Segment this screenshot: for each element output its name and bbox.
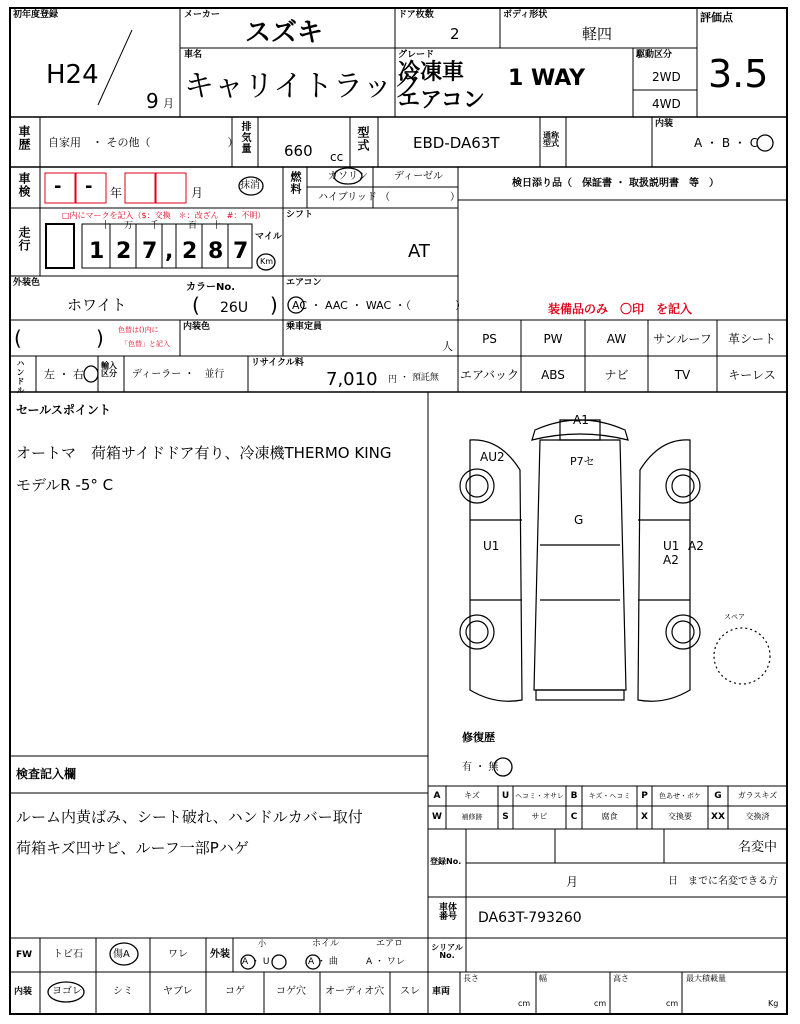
maker-label: メーカー xyxy=(184,10,220,20)
mileage-digit-3: 2 xyxy=(182,239,198,264)
equip-navi: ナビ xyxy=(604,368,629,382)
displacement-unit: cc xyxy=(330,150,344,164)
capacity-unit: 人 xyxy=(442,340,453,353)
reg-month: 9 xyxy=(146,89,159,113)
legend-code-xx: XX xyxy=(711,812,725,822)
ext-small-opts: A ・ U xyxy=(242,957,270,967)
fuel-diesel: ディーゼル xyxy=(394,171,443,182)
legend-text-u: ヘコミ・オサレ xyxy=(515,792,564,800)
mileage-digit-sep: , xyxy=(165,239,174,264)
body-type-label: ボディ形状 xyxy=(503,10,548,20)
ext-label: 外装 xyxy=(210,949,230,960)
length-unit: cm xyxy=(518,999,531,1008)
fuel-hybrid: ハイブリッド xyxy=(318,192,377,203)
interior-color-label: 内装色 xyxy=(183,322,211,332)
drive-2wd: 2WD xyxy=(652,70,681,84)
repair-options: 有 ・ 無 xyxy=(462,762,499,773)
legend-code-a: A xyxy=(433,791,441,801)
grade-label: グレード xyxy=(398,50,435,60)
unit-label-3: 百 xyxy=(188,221,198,231)
ext-wheel-label: ホイル xyxy=(312,939,340,949)
mileage-digit-2: 7 xyxy=(142,239,158,264)
fw-item-3: ワレ xyxy=(168,949,188,960)
doors-label: ドア枚数 xyxy=(398,10,434,20)
inspection-label: 車検 xyxy=(17,172,31,198)
fuel-label: 燃料 xyxy=(289,171,302,195)
common-model-label: 通称型式 xyxy=(543,131,559,148)
legend-text-c: 腐食 xyxy=(601,812,618,821)
mark-p7: P7セ xyxy=(570,455,595,468)
sales-line-2: モデルR -5° C xyxy=(16,476,114,494)
doors: 2 xyxy=(450,25,460,43)
maker: スズキ xyxy=(245,18,324,48)
int-paren-close: ) xyxy=(96,326,104,350)
legend-text-a: キズ xyxy=(464,791,480,800)
mark-a2-inner: A2 xyxy=(663,553,679,567)
insp-year-unit: 年 xyxy=(110,186,123,200)
legend-text-p: 色あせ・ボケ xyxy=(659,792,701,800)
legend-code-x: X xyxy=(641,812,648,822)
displacement: 660 xyxy=(284,142,313,160)
legend-code-c: C xyxy=(570,812,578,822)
km-label: Km xyxy=(260,257,274,266)
color-paren-open: ( xyxy=(192,293,200,317)
legend-code-p: P xyxy=(641,791,648,801)
displacement-label: 排気量 xyxy=(239,121,250,154)
model: EBD-DA63T xyxy=(413,134,500,152)
max-load-label: 最大積載量 xyxy=(686,974,726,983)
insp-dash-1: - xyxy=(54,176,62,197)
legend-text-x: 交換要 xyxy=(668,812,692,821)
legend-text-b: キズ・ヘコミ xyxy=(588,792,631,800)
handle-options: 左 ・ 右 xyxy=(44,368,84,381)
shift-label: シフト xyxy=(286,210,314,220)
legend-text-s: サビ xyxy=(531,812,548,821)
mark-au2: AU2 xyxy=(480,450,505,464)
mileage-digit-1: 2 xyxy=(116,239,132,264)
mileage-digit-5: 7 xyxy=(233,239,249,264)
equip-leather: 革シート xyxy=(727,332,776,346)
mark-a1: A1 xyxy=(573,413,589,427)
color-change-note-1: 色替は()内に xyxy=(118,326,159,334)
legend-code-w: W xyxy=(432,812,442,822)
int-item-4: コゲ xyxy=(225,986,245,997)
ext-wheel-opts: A ・ 曲 xyxy=(308,957,338,967)
insp-month-unit: 月 xyxy=(191,186,204,200)
int-paren-open: ( xyxy=(14,326,22,350)
equip-title: 装備品のみ 〇印 を記入 xyxy=(548,302,693,316)
max-load-unit: Kg xyxy=(768,999,779,1008)
unit-label-2: 千 xyxy=(150,221,160,231)
int-item-3: ヤブレ xyxy=(163,986,193,997)
mark-g: G xyxy=(574,513,584,527)
reg-month-unit-2: 月 xyxy=(566,875,579,889)
handle-label: ハンドル xyxy=(16,359,25,395)
recycle-label: リサイクル料 xyxy=(251,358,304,368)
pen-marks xyxy=(48,135,773,1002)
mile-label: マイル xyxy=(255,232,282,242)
grade-score-label: 評価点 xyxy=(700,11,733,24)
reg-month-unit: 月 xyxy=(163,97,174,110)
drive-label: 駆動区分 xyxy=(636,50,673,60)
serial-label: シリアルNo. xyxy=(431,943,463,960)
insp-expired: 抹消 xyxy=(240,180,260,191)
car-name-label: 車名 xyxy=(184,50,203,60)
equip-keyless: キーレス xyxy=(728,368,776,382)
mileage-note: □内にマークを記入（$：交換 ＊：改ざん #：不明） xyxy=(62,211,266,220)
body-type: 軽四 xyxy=(582,25,613,43)
equip-abs: ABS xyxy=(541,368,565,382)
accessories-label: 検日添り品（ 保証書 ・ 取扱説明書 等 ） xyxy=(512,178,719,189)
spare-label: スペア xyxy=(724,613,745,621)
int-item-1: ヨゴレ xyxy=(52,986,82,997)
repair-label: 修復歴 xyxy=(462,731,495,744)
equip-airbag: エアバック xyxy=(459,368,520,382)
name-change: 名変中 xyxy=(738,840,778,855)
legend-code-b: B xyxy=(570,791,578,801)
legend-code-g: G xyxy=(714,791,722,801)
width-unit: cm xyxy=(594,999,607,1008)
fw-item-1: トビ石 xyxy=(53,949,83,960)
mark-u1-right: U1 xyxy=(663,539,680,553)
mark-a2-outer: A2 xyxy=(688,539,704,553)
legend-text-xx: 交換済 xyxy=(745,812,770,821)
ext-aero-opts: A ・ ワレ xyxy=(366,957,405,967)
notes-line-2: 荷箱キズ凹サビ、ルーフ一部Pハゲ xyxy=(16,839,249,857)
sales-line-1: オートマ 荷箱サイドドア有り、冷凍機THERMO KING xyxy=(16,444,392,462)
grade-line2: エアコン xyxy=(398,88,485,113)
height-label: 高さ xyxy=(613,974,629,983)
color-paren-close: ) xyxy=(270,293,278,317)
chassis-label: 車体番号 xyxy=(438,903,457,922)
recycle-fee: 7,010 xyxy=(326,369,378,390)
shift-value: AT xyxy=(408,241,430,262)
legend-text-w: 補修跡 xyxy=(461,813,483,821)
history-label: 車歴 xyxy=(17,125,31,151)
width-label: 幅 xyxy=(539,974,547,983)
insp-dash-2: - xyxy=(85,176,93,197)
sales-label: セールスポイント xyxy=(16,403,111,417)
reg-no-label: 登録No. xyxy=(430,857,462,866)
notes-line-1: ルーム内黄ばみ、シート破れ、ハンドルカバー取付 xyxy=(16,808,363,826)
ac-options: AC ・ AAC ・ WAC ・（ ） xyxy=(292,299,467,312)
unit-label-0: 十 xyxy=(101,221,111,231)
import-options: ディーラー ・ 並行 xyxy=(132,369,225,380)
first-reg-label: 初年度登録 xyxy=(13,10,59,20)
mileage-digit-4: 8 xyxy=(208,239,224,264)
fuel-other: （ ） xyxy=(380,192,460,203)
capacity-label: 乗車定員 xyxy=(286,322,323,332)
color-no-label: カラーNo. xyxy=(186,282,236,293)
legend-code-u: U xyxy=(501,791,510,801)
drive-4wd: 4WD xyxy=(652,97,681,111)
notes-label: 検査記入欄 xyxy=(16,767,77,781)
equip-aw: AW xyxy=(606,332,627,346)
unit-label-5: 一 xyxy=(238,221,248,231)
length-label: 長さ xyxy=(463,974,479,983)
interior-options: A ・ B ・ C xyxy=(694,136,759,150)
grade-line1: 冷凍車 xyxy=(398,60,465,85)
mileage-digit-0: 1 xyxy=(89,239,105,264)
recycle-deposit: ・ 預託無 xyxy=(400,373,439,383)
recycle-unit: 円 xyxy=(388,375,398,385)
import-label: 輸入区分 xyxy=(101,361,117,378)
equip-tv: TV xyxy=(674,368,691,382)
unit-label-4: 十 xyxy=(212,221,222,231)
height-unit: cm xyxy=(666,999,679,1008)
model-label: 型式 xyxy=(356,126,370,152)
int-item-6: オーディオ穴 xyxy=(325,986,385,997)
int-item-7: スレ xyxy=(400,986,420,997)
history-options: 自家用 ・ その他（ ） xyxy=(48,136,239,149)
grade-score: 3.5 xyxy=(708,52,769,96)
reg-day-text: 日 までに名変できる方 xyxy=(668,876,778,887)
mileage-label: 走行 xyxy=(17,226,31,252)
ext-small-label: 小 xyxy=(258,939,266,948)
exterior-color: ホワイト xyxy=(67,296,127,314)
exterior-color-label: 外装色 xyxy=(13,278,41,288)
int-item-2: シミ xyxy=(113,986,133,997)
fuel-gasoline: ガソリン xyxy=(328,171,368,182)
equip-pw: PW xyxy=(543,332,563,346)
reg-era: H24 xyxy=(46,60,99,90)
interior-label: 内装 xyxy=(655,119,674,129)
ac-label: エアコン xyxy=(286,278,322,288)
grade-line1b: 1 WAY xyxy=(508,66,586,91)
unit-label-1: 万 xyxy=(124,221,134,231)
equip-ps: PS xyxy=(482,332,497,346)
color-no: 26U xyxy=(220,300,249,316)
car-diagram xyxy=(460,420,770,701)
equip-sunroof: サンルーフ xyxy=(653,332,712,346)
int-label: 内装 xyxy=(14,987,33,997)
legend-code-s: S xyxy=(502,812,509,822)
ext-aero-label: エアロ xyxy=(376,939,404,949)
size-label: 車両 xyxy=(432,987,451,997)
fw-item-2: 傷A xyxy=(113,949,130,960)
mark-u1-left: U1 xyxy=(483,539,500,553)
fw-label: FW xyxy=(16,950,33,960)
legend-text-g: ガラスキズ xyxy=(737,791,778,800)
chassis-no: DA63T-793260 xyxy=(478,910,582,926)
int-item-5: コゲ穴 xyxy=(276,986,306,997)
car-name: キャリイトラック xyxy=(184,69,423,104)
color-change-note-2: 「色替」と記入 xyxy=(121,340,170,348)
